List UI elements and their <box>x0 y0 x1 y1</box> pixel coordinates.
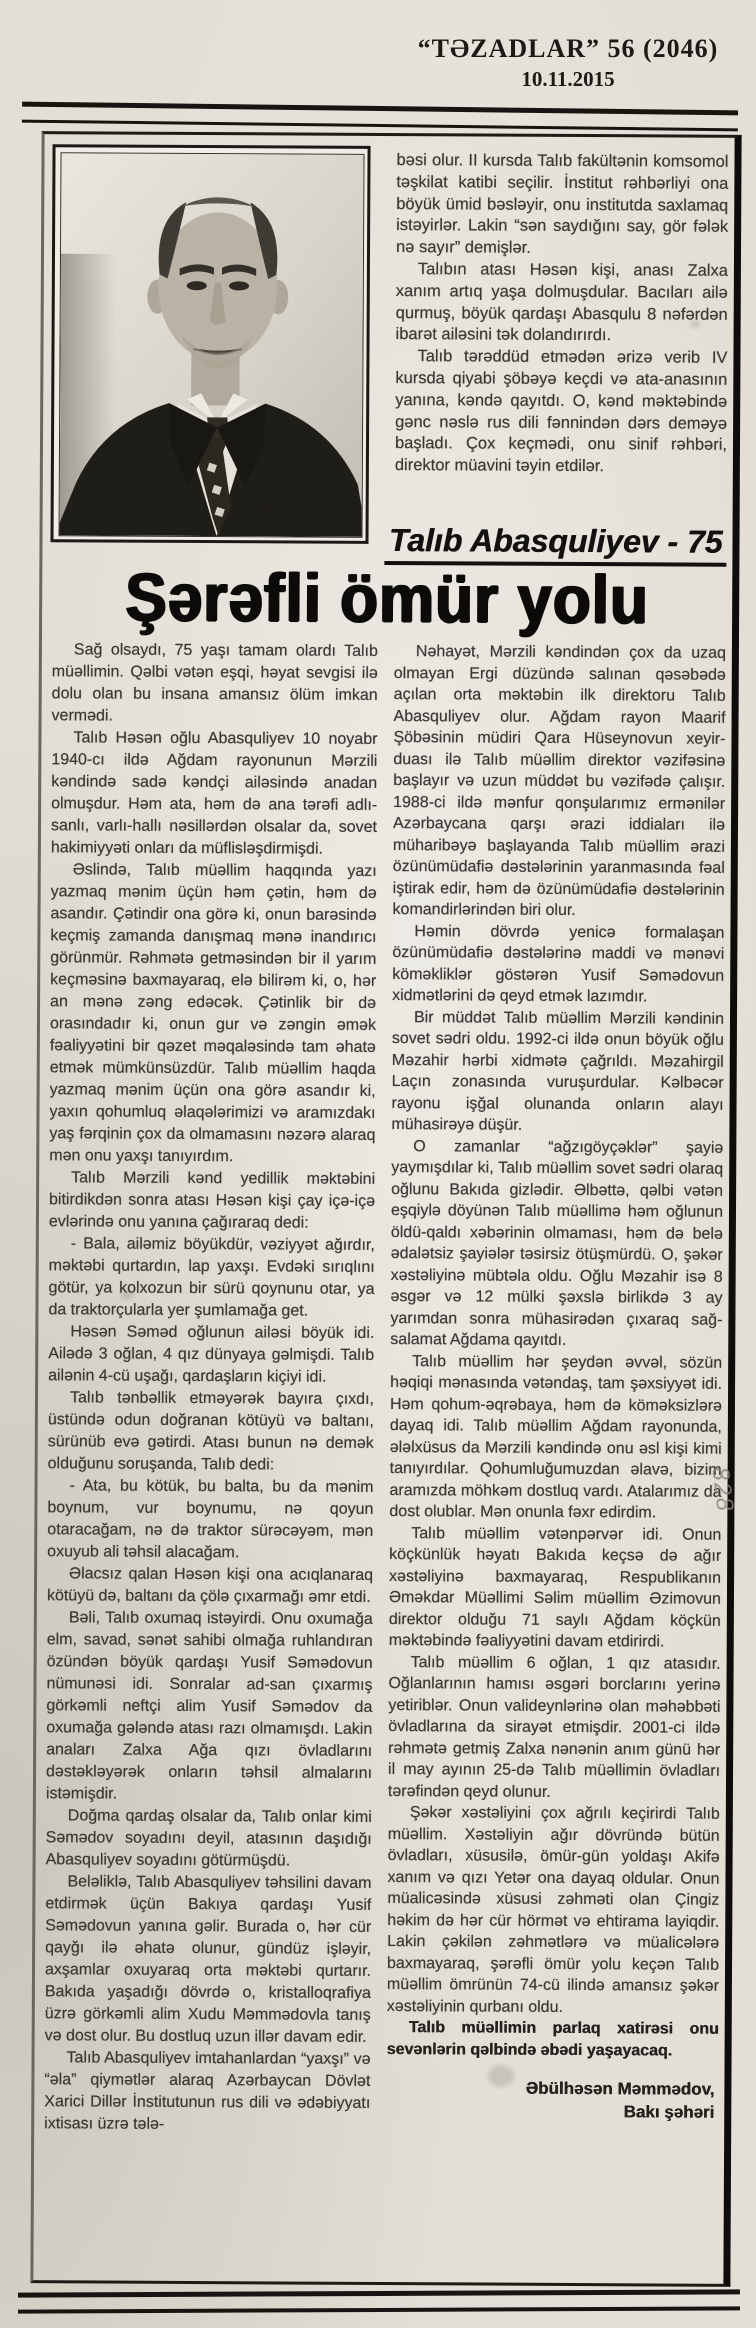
bottom-divider-rule <box>18 2289 740 2313</box>
headline-kicker: Talıb Abasquliyev - 75 <box>385 522 727 567</box>
paragraph: Nəhayət, Mərzili kəndindən çox da uzaq olmayan Ergi düzündə salınan qəsəbədə açılan orta məktəbin ilk direktoru Talıb Abasquliyev olur. Ağdam rayon Maarif Şöbəsinin müdiri Qara Hüseynovun xeyir-duası ilə Talıb müəllim direktor vəzifəsinə başlayır və uzun müddət bu vəzifədə çalışır. 1988-ci ildə mənfur qonşularımız ermənilər Azərbaycana qarşı ərazi iddiaları ilə müharibəyə başlayanda Talıb müəllim ərazi özünümüdafiə dəstələrinin yaranmasında fəal iştirak edir, həm də özünümüdafiə dəstələrinin komandirlərindən biri olur. <box>392 643 726 919</box>
masthead <box>398 34 738 92</box>
paragraph: Bəli, Talıb oxumaq istəyirdi. Onu oxumağa elm, savad, sənət sahibi olmağa ruhlandıran özündən böyük qardaşı Yusif Səmədovun nümunəsi idi. Sonralar ad-san çıxarmış görkəmli neftçi alim Yusif Səmədov da oxumağa gələndə atası razı olmamışdı. Lakin anaları Zalxa Ağa qızı övladlarını dəstəkləyərək onların təhsil almalarını istəmişdir. <box>45 1609 373 1803</box>
paragraph: Şəkər xəstəliyini çox ağrılı keçirirdi Talıb müəllim. Xəstəliyin ağır dövründə bütün övladları, xüsusilə, ömür-gün yoldaşı Akifə xanım və qızı Yetər ona dayaq oldular. Onun müalicəsində xüsusi zəhməti olan Çingiz həkim də hər cür hörmət və ehtirama layiqdir. Lakin çəkilən zəhmətlərə və müalicələrə baxmayaraq, şərəfli ömür yolu keçən Talıb müəllim ömrünün 74-cü ilində amansız şəkər xəstəliyinin qurbanı oldu. <box>386 1804 720 2016</box>
intro-column <box>394 150 728 556</box>
paragraph: O zamanlar “ağzıgöyçəklər” şayiə yaymışdılar ki, Talıb müəllim sovet sədri olaraq oğlunu Bakıda gizlədir. Əlbəttə, qəlbi vətən eşqiylə döyünən Talıb müəllimə həm oğlunun öldü-qaldı xəbərinin olmaması, həm də belə ədalətsiz şayiələr təsirsiz ötüşmürdü. O, şəkər xəstəliyinə mübtəla oldu. Oğlu Məzahir isə 8 əsgər və 12 mülki şəxslə birlikdə 3 ay yarımdan sonra mühasirədən çıxaraq sağ-salamat Ağdama qayıtdı. <box>390 1137 724 1349</box>
paragraph: Sağ olsaydı, 75 yaşı tamam olardı Talıb müəllimin. Qəlbi vətən eşqi, həyat sevgisi ilə dolu olan bu insana amansız ölüm imkan vermədi. <box>51 641 378 725</box>
paragraph: bəsi olur. II kursda Talıb fakültənin komsomol təşkilat katibi seçilir. İnstitut rəhbərliyi ona böyük ümid bəsləyir, onu institutda saxlamaq istəyirlər. Lakin “sən saydığını say, gör fələk nə sayır” demişlər. <box>395 151 729 257</box>
paragraph: Talıb müəllim 6 oğlan, 1 qız atasıdır. Oğlanlarının hamısı əsgəri borclarını yerinə yetiriblər. Onun valideynlərinə olan məhəbbəti övladlarına da sirayət etmişdir. 2001-ci ildə rəhmətə getmiş Zalxa nənənin anım günü hər il may ayının 25-də Talıb müəllimin övladları tərəfindən qeyd olunur. <box>387 1653 721 1801</box>
page-title: Şərəfli ömür yolu <box>125 559 650 639</box>
handwritten-margin-note: 828 <box>706 1465 739 1515</box>
paragraph: Talıbın atası Həsən kişi, anası Zalxa xanım artıq yaşa dolmuşdular. Bacıları ailə qurmuş, böyük qardaşı Abasqulu 8 nəfərdən ibarət ailəsini tək dolandırırdı. <box>395 260 728 345</box>
signature-block <box>386 2076 718 2124</box>
dialogue-paragraph: - Bala, ailəmiz böyükdür, vəziyyət ağırdır, məktəbi qurtardın, lap yaxşı. Evdəki sırıqlını götür, ya kolxozun bir sürü qoynunu otar, ya da traktorçularla yer şumlamağa get. <box>48 1235 375 1320</box>
paragraph: Beləliklə, Talıb Abasquliyev təhsilini davam etdirmək üçün Bakıya qardaşı Yusif Səmədovun yanına gəlir. Burada o, hər cür qayğı ilə əhatə olunur, gündüz işləyir, axşamlar oxuyaraq orta məktəbi qurtarır. Bakıda yaşadığı dövrdə o, kristalloqrafiya üzrə görkəmli alim Xudu Məmmədovla tanış və dost olur. Bu dostluq uzun illər davam edir. <box>44 1873 372 2046</box>
paragraph: Əslində, Talıb müəllim haqqında yazı yazmaq mənim üçün həm çətin, həm də asandır. Çətindir ona görə ki, onun barəsində keçmiş zamanda danışmaq mənə inandırıcı görünmür. Rəhmətə getməsindən bir il yarım keçməsinə baxmayaraq, elə bilirəm ki, o, hər an mənə zəng edəcək. Çətinlik bir də orasındadır ki, onun gur və zəngin əmək fəaliyyətini bir qəzet məqaləsində tam əhatə etmək mümkünsüzdür. Talıb müəllim haqda yazmaq mənim üçün ona görə asandır ki, yaxın qohumluq əlaqələrimizi və aramızdakı yaş fərqinin çox da olmamasını nəzərə alaraq mən onu yaxşı tanıyırdım. <box>49 861 377 1166</box>
closing-paragraph: Talıb müəllimin parlaq xatirəsi onu sevənlərin qəlbində əbədi yaşayacaq. <box>386 2019 719 2060</box>
paragraph: Talıb Mərzili kənd yedillik məktəbini bitirdikdən sonra atası Həsən kişi çay içə-içə evlərində onu yanına çağıraraq dedi: <box>48 1169 376 1232</box>
paragraph: Bir müddət Talıb müəllim Mərzili kəndinin sovet sədri oldu. 1992-ci ildə onun böyük oğlu Məzahir hərbi xidmətə çağrıldı. Məzahirgil Laçın zonasında vuruşurdular. Kəlbəcər rayonu işğal olunanda onların alayı mühasirəyə düşür. <box>391 1008 725 1134</box>
paragraph: Həsən Səməd oğlunun ailəsi böyük idi. Ailədə 3 oğlan, 4 qız dünyaya gəlmişdi. Talıb ailənin 4-cü uşağı, qardaşların kiçiyi idi. <box>48 1323 375 1386</box>
paragraph: Talıb tənbəllik etməyərək bayıra çıxdı, üstündə odun doğranan kötüyü və baltanı, sürünüb evə gətirdi. Atası bunun nə demək olduğunu soruşanda, Talıb dedi: <box>47 1389 375 1474</box>
top-divider-rule <box>22 102 738 132</box>
paragraph: Talıb tərəddüd etmədən ərizə verib IV kursda qiyabi şöbəyə keçdi və ata-anasının yanına, kəndə qayıtdı. O, kənd məktəbində gənc nəslə rus dili fənnindən dərs deməyə başladı. Çox keçmədi, onu sinif rəhbəri, direktor müavini təyin etdilər. <box>394 347 728 476</box>
portrait-photo-image <box>60 153 364 537</box>
article-frame <box>30 131 741 2287</box>
paragraph: Talıb müəllim hər şeydən əvvəl, sözün həqiqi mənasında vətəndaş, tam şəxsiyyət idi. Həm qohum-əqrəbaya, həm də köməksizlərə dayaq idi. Talıb müəllim Ağdam rayonunda, ələlxüsus da Mərzili kəndində onu əsl kişi kimi tanıyırdılar. Qohumluğumuzdan əlavə, bizim aramızda möhkəm dostluq vardı. Atalarımız da dost olublar. Mən onunla fəxr edirdim. <box>389 1352 723 1522</box>
body-column-left <box>43 639 378 2276</box>
paragraph: Həmin dövrdə yenicə formalaşan özünümüdafiə dəstələrinə maddi və mənəvi köməkliklər göstərən Yusif Səmədovun xidmətlərini də qeyd etmək lazımdır. <box>392 922 725 1006</box>
dialogue-paragraph: - Ata, bu kötük, bu balta, bu da mənim boynum, vur boynumu, nə qoyun otaracağam, nə də traktor sürəcəyəm, mən oxuyub ali təhsil alacağam. <box>47 1477 374 1562</box>
paragraph: Əlacsız qalan Həsən kişi ona acıqlanaraq kötüyü də, baltanı da çölə çıxarmağı əmr etdi. <box>46 1565 374 1606</box>
signature-city: Bakı şəhəri <box>623 2102 715 2122</box>
portrait-photo <box>50 144 370 544</box>
paragraph: Talıb Abasquliyev imtahanlardan “yaxşı” və “əla” qiymətlər alaraq Azərbaycan Dövlət Xarici Dillər İnstitutunun rus dili və ədəbiyyatı ixtisası üzrə tələ- <box>44 2049 371 2133</box>
masthead-title: “TƏZADLAR” 56 (2046) <box>417 34 719 63</box>
paragraph: Talıb müəllim vətənpərvər idi. Onun köçkünlük həyatı Bakıda keçsə də ağır xəstəliyinə baxmayaraq, Respublikanın Əməkdar Müəllimi Səlim müəllim Əzimovun direktor olduğu 71 saylı Ağdam köçkün məktəbində fəaliyyətini davam etdirirdi. <box>388 1524 722 1651</box>
paragraph: Doğma qardaş olsalar da, Talıb onlar kimi Səmədov soyadını deyil, atasının daşıdığı Abasquliyev soyadını götürmüşdü. <box>45 1807 372 1870</box>
signature-author: Əbülhəsən Məmmədov, <box>525 2078 715 2099</box>
paragraph: Talıb Həsən oğlu Abasquliyev 10 noyabr 1940-cı ildə Ağdam rayonunun Mərzili kəndində sadə kəndçi ailəsində anadan olmuşdur. Həm ata, həm də ana tərəfi adlı-sanlı, varlı-hallı nəsillərdən olsalar da, sovet hakimiyyəti onları da müflisləşdirmişdi. <box>50 729 378 858</box>
body-column-right <box>385 641 726 2278</box>
masthead-date: 10.11.2015 <box>521 67 615 91</box>
